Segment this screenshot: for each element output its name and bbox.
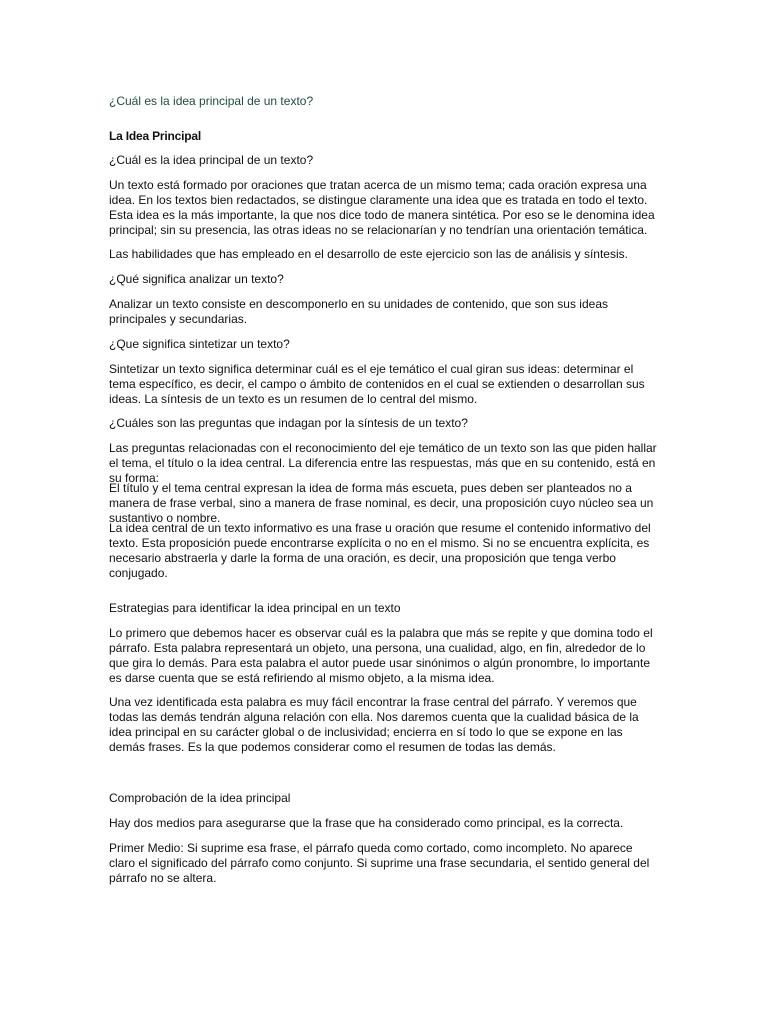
paragraph-lo-primero: Lo primero que debemos hacer es observar cuál es la palabra que más se repite y que domina todo el párrafo. Esta palabra representará un objeto, una persona, una cualidad, algo, en fin, alrededor de lo que gira lo demás. Para esta palabra el autor puede usar sinónimos o algún pronombre, lo importante es darse cuenta que se está refiriendo al mismo objeto, a la misma idea.	[109, 626, 653, 685]
paragraph-idea-central: La idea central de un texto informativo es una frase u oración que resume el contenido informativo del texto. Esta proposición puede encontrarse explícita o no en el mismo. Si no se encuentra explícita, es necesario abstraerla y darle la forma de una oración, es decir, una proposición que tenga verbo conjugado.	[109, 521, 651, 580]
paragraph-analizar: Analizar un texto consiste en descomponerlo en su unidades de contenido, que son sus ideas principales y secundarias.	[109, 297, 608, 326]
section-comprobacion: Comprobación de la idea principal	[109, 791, 291, 805]
paragraph-habilidades: Las habilidades que has empleado en el desarrollo de este ejercicio son las de análisis y síntesis.	[109, 247, 628, 261]
section-heading: La Idea Principal	[109, 129, 201, 143]
paragraph-texto-formado: Un texto está formado por oraciones que tratan acerca de un mismo tema; cada oración expresa una idea. En los textos bien redactados, se distingue claramente una idea que es tratada en todo el texto. Esta idea es la más importante, la que nos dice todo de manera sintética. Por eso se le denomina idea principal; sin su presencia, las otras ideas no se relacionarían y no tendrían una orientación temática.	[109, 178, 655, 237]
question-main-idea: ¿Cuál es la idea principal de un texto?	[109, 153, 314, 167]
paragraph-preguntas: Las preguntas relacionadas con el reconocimiento del eje temático de un texto son las que piden hallar el tema, el título o la idea central. La diferencia entre las respuestas, más que en su contenido, está en su forma:	[109, 441, 657, 485]
question-sintetizar: ¿Que significa sintetizar un texto?	[109, 337, 290, 351]
question-preguntas-sintesis: ¿Cuáles son las preguntas que indagan por la síntesis de un texto?	[109, 416, 468, 430]
document-title: ¿Cuál es la idea principal de un texto?	[109, 94, 314, 108]
paragraph-sintetizar: Sintetizar un texto significa determinar cuál es el eje temático el cual giran sus ideas: determinar el tema específico, es decir, el campo o ámbito de contenidos en el cual se extienden o desarrollan sus ideas. La síntesis de un texto es un resumen de lo central del mismo.	[109, 362, 645, 406]
paragraph-dos-medios: Hay dos medios para asegurarse que la frase que ha considerado como principal, es la correcta.	[109, 816, 624, 830]
paragraph-titulo-tema: El título y el tema central expresan la idea de forma más escueta, pues deben ser planteados no a manera de frase verbal, sino a manera de frase nominal, es decir, una proposición cuyo núcleo sea un sustantivo o nombre.	[109, 481, 654, 525]
paragraph-una-vez: Una vez identificada esta palabra es muy fácil encontrar la frase central del párrafo. Y veremos que todas las demás tendrán alguna relación con ella. Nos daremos cuenta que la cualidad básica de la idea principal en su carácter global o de inclusividad; encierra en sí todo lo que se expone en las demás frases. Es la que podemos considerar como el resumen de todas las demás.	[109, 695, 639, 754]
section-estrategias: Estrategias para identificar la idea principal en un texto	[109, 601, 401, 615]
question-analizar: ¿Qué significa analizar un texto?	[109, 272, 284, 286]
paragraph-primer-medio: Primer Medio: Si suprime esa frase, el párrafo queda como cortado, como incompleto. No aparece claro el significado del párrafo como conjunto. Si suprime una frase secundaria, el sentido general del párrafo no se altera.	[109, 841, 650, 885]
